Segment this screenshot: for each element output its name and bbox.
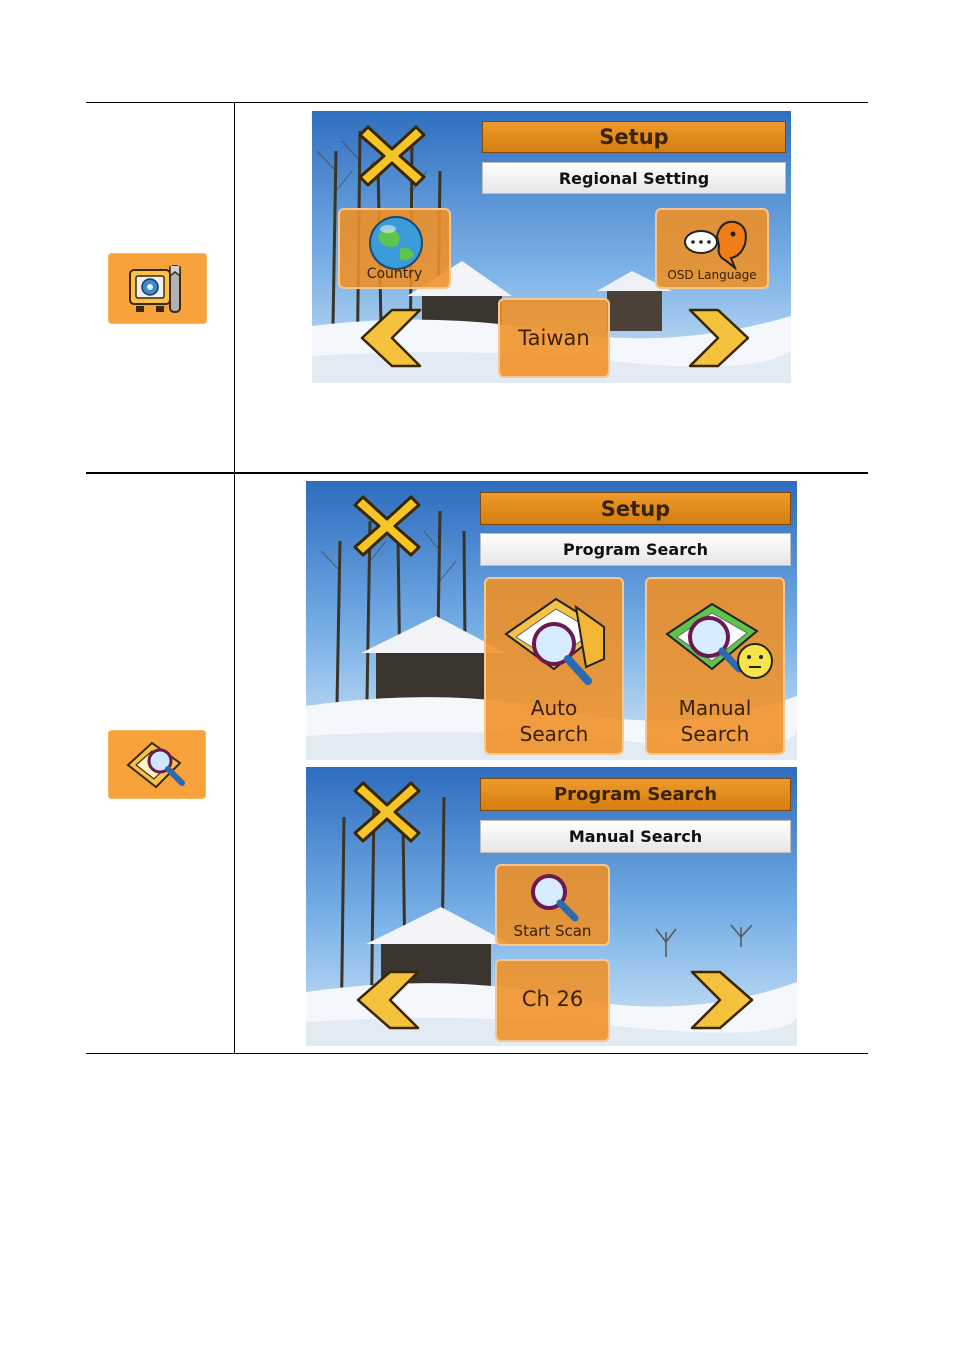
page-subtitle: Manual Search: [480, 820, 791, 853]
page-title: Setup: [482, 121, 786, 153]
page-subtitle: Program Search: [480, 533, 791, 566]
auto-search-label-line1: Auto: [530, 696, 578, 720]
table-column-divider: [234, 102, 235, 1054]
table-top-rule: [86, 102, 868, 103]
country-value-display: [498, 298, 610, 378]
auto-search-button[interactable]: [484, 577, 624, 755]
previous-arrow-icon[interactable]: [354, 970, 422, 1030]
osd-language-button[interactable]: [655, 208, 769, 289]
magnifier-icon: [527, 870, 581, 924]
regional-setting-screen: [312, 111, 791, 383]
country-value: Taiwan: [518, 326, 590, 350]
channel-display: [495, 959, 610, 1042]
country-label: Country: [366, 266, 423, 282]
speaking-face-icon: [681, 216, 751, 270]
manual-search-button[interactable]: [645, 577, 785, 755]
page-subtitle: Regional Setting: [482, 162, 786, 194]
previous-arrow-icon[interactable]: [358, 308, 424, 368]
table-bottom-rule: [86, 1053, 868, 1054]
close-x-icon[interactable]: [353, 493, 421, 559]
page-title: Program Search: [480, 778, 791, 811]
close-x-icon[interactable]: [353, 779, 421, 845]
program-search-icon: [108, 730, 206, 799]
folder-magnifier-icon: [496, 589, 614, 694]
next-arrow-icon[interactable]: [686, 308, 752, 368]
manual-search-label-line1: Manual: [678, 696, 752, 720]
next-arrow-icon[interactable]: [688, 970, 756, 1030]
osd-language-label: OSD Language: [667, 268, 757, 282]
start-scan-button[interactable]: [495, 864, 610, 946]
manual-search-screen: [306, 767, 797, 1046]
setup-tools-icon: [108, 253, 207, 324]
program-search-screen: [306, 481, 797, 760]
page-title: Setup: [480, 492, 791, 525]
auto-search-label-line2: Search: [519, 722, 589, 746]
manual-search-label-line2: Search: [680, 722, 750, 746]
channel-value: Ch 26: [521, 987, 584, 1011]
globe-icon: [368, 215, 424, 271]
close-x-icon[interactable]: [358, 123, 426, 189]
folder-magnifier-face-icon: [657, 589, 779, 694]
table-middle-rule: [86, 472, 868, 474]
country-button[interactable]: [338, 208, 451, 289]
start-scan-label: Start Scan: [513, 922, 592, 940]
